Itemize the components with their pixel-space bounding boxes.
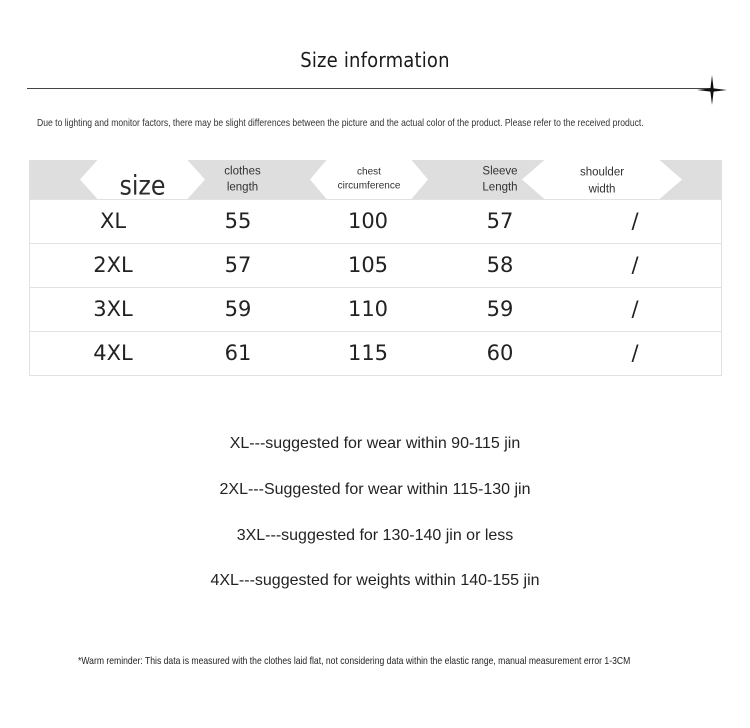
cell-clothes-length: 59 (224, 297, 252, 321)
cell-clothes-length: 55 (224, 209, 252, 233)
table-row (30, 331, 721, 375)
cell-clothes-length: 57 (224, 253, 252, 277)
cell-size: 4XL (93, 341, 133, 365)
header-sleeve-line2: Length (482, 181, 518, 194)
table-row (30, 243, 721, 287)
header-shoulder-line1: shoulder (579, 166, 625, 179)
header-clothes-length (205, 160, 280, 199)
suggestion-3xl: 3XL---suggested for 130-140 jin or less (236, 527, 514, 544)
cell-sleeve-length: 57 (486, 209, 514, 233)
header-clothes-length-line2: length (226, 181, 259, 194)
cell-sleeve-length: 58 (486, 253, 514, 277)
cell-chest: 105 (347, 253, 389, 277)
suggestion-4xl: 4XL---suggested for weights within 140-155 jin (210, 572, 540, 589)
page-title: Size information (300, 48, 450, 72)
cell-size: XL (99, 209, 127, 233)
header-shoulder-width (522, 160, 682, 199)
cell-sleeve-length: 59 (486, 297, 514, 321)
cell-chest: 100 (347, 209, 389, 233)
title-divider (27, 88, 712, 89)
cell-chest: 110 (347, 297, 389, 321)
header-chest-line2: circumference (337, 180, 401, 192)
cell-size: 2XL (93, 253, 133, 277)
four-point-star-icon (697, 75, 727, 105)
cell-shoulder-width: / (631, 253, 639, 277)
suggestion-xl: XL---suggested for wear within 90-115 jin (229, 435, 521, 452)
cell-chest: 115 (347, 341, 389, 365)
cell-shoulder-width: / (631, 297, 639, 321)
header-size (80, 160, 205, 199)
color-disclaimer: Due to lighting and monitor factors, there may be slight differences between the picture and the actual color of the product. Please refer to the received product. (37, 117, 644, 129)
table-header-row (30, 160, 721, 199)
cell-size: 3XL (93, 297, 133, 321)
header-sleeve-line1: Sleeve (482, 164, 518, 177)
cell-clothes-length: 61 (224, 341, 252, 365)
header-chest-line1: chest (357, 166, 381, 177)
table-row (30, 287, 721, 331)
cell-shoulder-width: / (631, 209, 639, 233)
header-clothes-length-line1: clothes (224, 164, 261, 177)
header-shoulder-line2: width (588, 183, 616, 196)
cell-sleeve-length: 60 (486, 341, 514, 365)
size-table (29, 160, 722, 376)
header-chest (310, 160, 428, 199)
cell-shoulder-width: / (631, 341, 639, 365)
table-row (30, 199, 721, 243)
warm-reminder: *Warm reminder: This data is measured with the clothes laid flat, not considering data within the elastic range, manual measurement error 1-3CM (78, 655, 631, 667)
header-size-label: size (119, 170, 166, 199)
suggestion-2xl: 2XL---Suggested for wear within 115-130 jin (219, 481, 531, 498)
